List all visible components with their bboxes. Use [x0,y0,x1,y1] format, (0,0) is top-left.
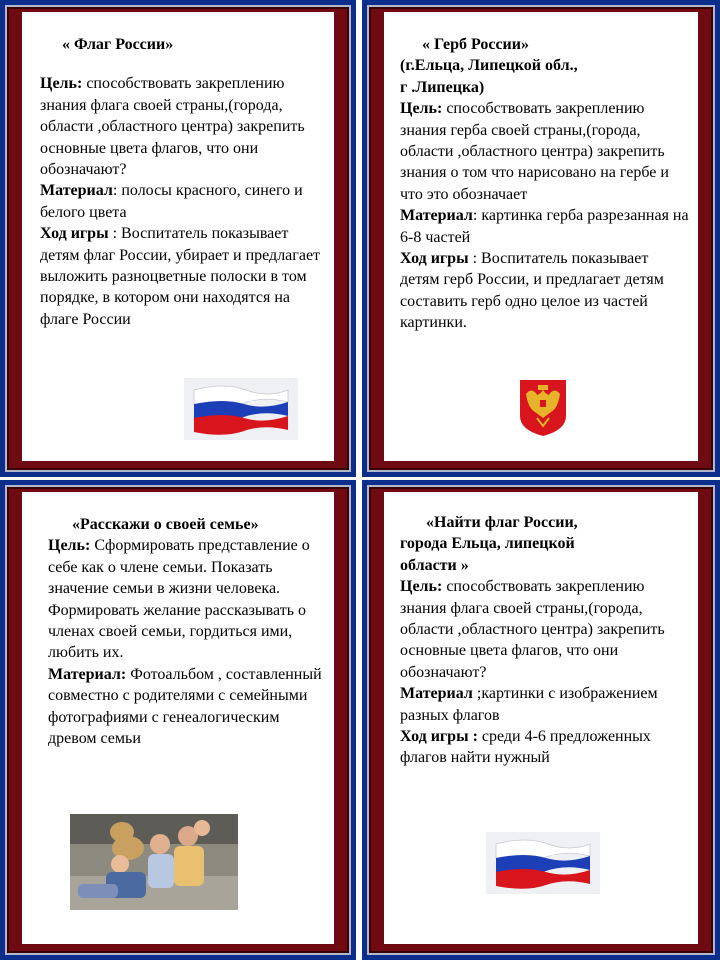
material-text: : полосы красного, синего и белого цвета [40,182,303,221]
russian-flag-icon [184,378,298,440]
card-coat-of-arms [362,0,720,477]
material-paragraph [400,683,690,726]
goal-text: способствовать закреплению знания флага своей страны,(города, области ,областного центра) закрепить основные цвета флагов, что они обозначают? [40,75,305,179]
material-paragraph [40,180,326,223]
goal-label: Цель: [40,75,83,93]
game-text: : Воспитатель показывает детям герб России, и предлагает детям составить герб одно целое из частей картинки. [400,250,664,332]
goal-paragraph [40,73,326,180]
goal-text: способствовать закреплению знания флага своей страны,(города, области ,областного центра) закрепить основные цвета флагов, что они обозначают? [400,578,665,681]
card-tell-about-family [0,480,356,960]
card-find-flag [362,480,720,960]
goal-paragraph [48,535,328,663]
material-label: Материал [400,207,473,225]
game-label: Ход игры [40,225,109,243]
card-title: «Расскажи о своей семье» [72,516,259,533]
family-photo-icon [70,814,238,910]
material-text: : картинка герба разрезанная на 6-8 частей [400,207,689,246]
card-title-line-1: «Найти флаг России, [426,514,578,531]
card-paper [22,492,334,944]
material-paragraph [48,664,328,750]
card-title-line-3: области » [400,556,469,574]
card-paper [384,492,698,944]
material-text: Фотоальбом , составленный совместно с родителями с семейными фотографиями с генеалогическим древом семьи [48,665,322,748]
goal-label: Цель: [400,578,443,596]
game-paragraph [400,248,690,334]
goal-text: способствовать закреплению знания герба своей страны,(города, области ,областного центра) закрепить знания о том что нарисовано на гербе и что это обозначает [400,100,669,203]
goal-label: Цель: [400,100,443,118]
material-paragraph [400,205,690,248]
card-paper [384,12,698,461]
game-text: : Воспитатель показывает детям флаг России, убирает и предлагает выложить разноцветные полоски в том порядке, в котором они находятся на флаге России [40,225,321,328]
card-title-line-2: (г.Ельца, Липецкой обл., [400,57,578,75]
material-label: Материал [40,182,113,200]
material-label: Материал: [48,665,127,683]
game-paragraph [400,726,690,769]
card-title-line-2: города Ельца, липецкой [400,535,575,553]
goal-paragraph [400,98,690,205]
russian-coat-of-arms-icon [518,378,568,438]
game-label: Ход игры : [400,728,478,746]
card-flag-of-russia [0,0,356,477]
game-label: Ход игры [400,250,469,268]
card-title: « Флаг России» [62,36,174,53]
card-title-line-1: « Герб России» [422,36,529,53]
goal-paragraph [400,576,690,683]
goal-text: Сформировать представление о себе как о члене семьи. Показать значение семьи в жизни человека. Формировать желание рассказывать о членах своей семьи, гордиться ими, любить их. [48,537,310,662]
material-label: Материал [400,685,473,703]
card-title-line-3: г .Липецка) [400,78,485,96]
game-text: среди 4-6 предложенных флагов найти нужный [400,728,651,767]
card-paper [22,12,334,461]
goal-label: Цель: [48,537,91,555]
game-paragraph [40,223,326,330]
material-text: ;картинки с изображением разных флагов [400,685,658,724]
russian-flag-icon [486,832,600,894]
